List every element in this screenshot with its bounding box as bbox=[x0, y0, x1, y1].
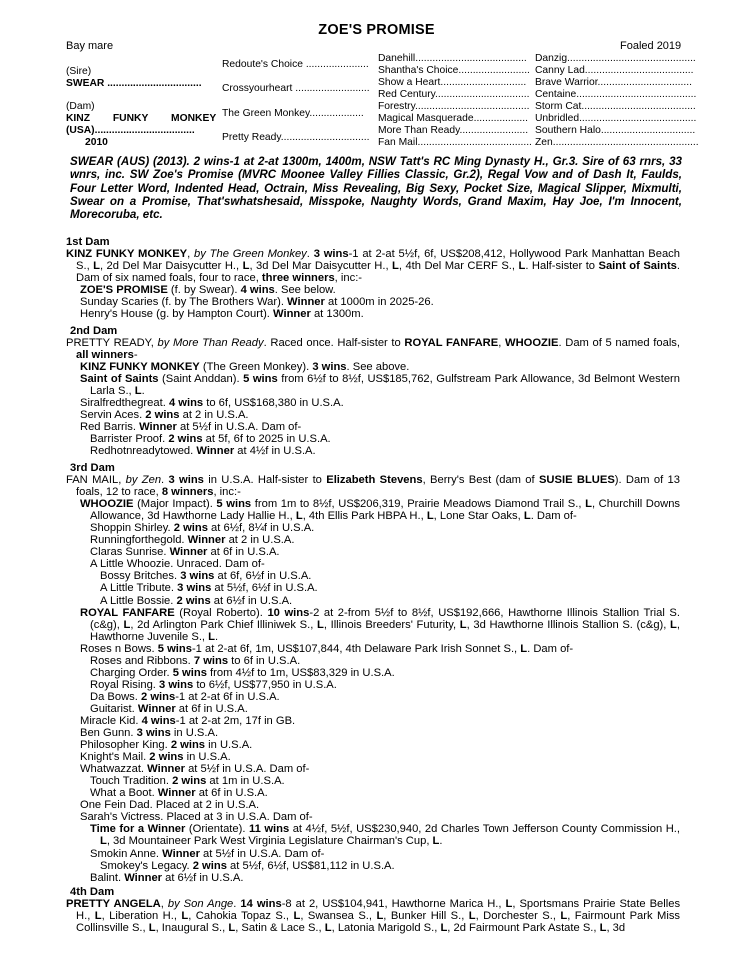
progeny-line: ROYAL FANFARE (Royal Roberto). 10 wins-2 at 2-from 5½f to 8½f, US$192,666, Hawthorne Illinois Stallion Trial S. (c&g), L, 2d Arlington Park Chief Illiniwek S., L, Illinois Breeders' Futurity, L, 3d Hawthorne Illinois Stallion S. (c&g), L, Hawthorne Juvenile S., L. bbox=[80, 606, 681, 643]
fourth-dam-text: PRETTY ANGELA, by Son Ange. 14 wins-8 at 2, US$104,941, Hawthorne Marica H., L, Sportsmans Prairie State Belles H., L, Liberation H., L, Cahokia Topaz S., L, Swansea S., L, Bunker Hill S., L, Dorchester S., L, Fairmount Park Miss Collinsville S., L, Inaugural S., L, Satin & Lace S., L, Latonia Marigold S., L, 2d Fairmount Park Astate S., L, 3d bbox=[66, 898, 681, 935]
foaled-label: Foaled 2019 bbox=[620, 40, 682, 52]
progeny-line: Redhotnreadytowed. Winner at 4½f in U.S.A. bbox=[90, 445, 316, 458]
progeny-line: Da Bows. 2 wins-1 at 2-at 6f in U.S.A. bbox=[90, 690, 280, 703]
pedigree-gen3-item: Danehill....................................... bbox=[378, 53, 527, 64]
first-dam-heading: 1st Dam bbox=[66, 236, 110, 248]
progeny-line: Smokey's Legacy. 2 wins at 5½f, 6½f, US$81,112 in U.S.A. bbox=[100, 859, 395, 872]
progeny-line: Runningforthegold. Winner at 2 in U.S.A. bbox=[90, 534, 295, 547]
progeny-line: A Little Bossie. 2 wins at 6½f in U.S.A. bbox=[100, 594, 293, 607]
progeny-line: Balint. Winner at 6½f in U.S.A. bbox=[90, 871, 244, 884]
sire-label: (Sire) bbox=[66, 66, 92, 77]
pedigree-gen3 bbox=[378, 53, 532, 149]
third-dam-text: FAN MAIL, by Zen. 3 wins in U.S.A. Half-sister to Elizabeth Stevens, Berry's Best (dam of SUSIE BLUES). Dam of 13 foals, 12 to race, 8 winners, inc:- bbox=[66, 474, 680, 499]
progeny-line: Red Barris. Winner at 5½f in U.S.A. Dam of- bbox=[80, 421, 302, 434]
progeny-line: KINZ FUNKY MONKEY (The Green Monkey). 3 wins. See above. bbox=[80, 361, 410, 374]
pedigree-gen3-item: Red Century................................. bbox=[378, 89, 530, 100]
pedigree-gen3-item: More Than Ready........................ bbox=[378, 125, 529, 136]
pedigree-gen4-item: Danzig............................................. bbox=[535, 53, 696, 64]
pedigree-gen4-item: Southern Halo................................. bbox=[535, 125, 696, 136]
dam-label: (Dam) bbox=[66, 101, 95, 112]
fourth-dam-section bbox=[66, 886, 680, 934]
third-dam-foals bbox=[66, 498, 680, 884]
progeny-line: Bossy Britches. 3 wins at 6f, 6½f in U.S.A. bbox=[100, 570, 312, 583]
progeny-line: Time for a Winner (Orientate). 11 wins at 4½f, 5½f, US$230,940, 2d Charles Town Jefferson County Commission H., L, 3d Mountaineer Park West Virginia Legislature Chairman's Cup, L. bbox=[90, 823, 680, 848]
first-dam-section bbox=[66, 236, 680, 320]
second-dam-text: PRETTY READY, by More Than Ready. Raced once. Half-sister to ROYAL FANFARE, WHOOZIE. Dam of 5 named foals, all winners- bbox=[66, 337, 681, 362]
progeny-line: Shoppin Shirley. 2 wins at 6½f, 8¼f in U.S.A. bbox=[90, 522, 315, 535]
pedigree-gen2-4: Pretty Ready............................... bbox=[222, 132, 370, 143]
page-title: ZOE'S PROMISE bbox=[318, 22, 435, 38]
sire-name: SWEAR ................................. bbox=[66, 78, 202, 89]
progeny-line: Servin Aces. 2 wins at 2 in U.S.A. bbox=[80, 409, 249, 422]
dam-country: (USA)................................... bbox=[66, 125, 195, 136]
pedigree-gen3-item: Fan Mail........................................ bbox=[378, 137, 532, 148]
progeny-line: Touch Tradition. 2 wins at 1m in U.S.A. bbox=[90, 775, 285, 788]
pedigree-gen3-item: Shantha's Choice......................... bbox=[378, 65, 530, 76]
progeny-line: Henry's House (g. by Hampton Court). Winner at 1300m. bbox=[80, 308, 364, 321]
progeny-line: Sarah's Victress. Placed at 3 in U.S.A. Dam of- bbox=[80, 811, 313, 824]
pedigree-gen4-item: Centaine.......................................... bbox=[535, 89, 697, 100]
progeny-line: ZOE'S PROMISE (f. by Swear). 4 wins. See below. bbox=[80, 284, 336, 297]
progeny-line: Siralfredthegreat. 4 wins to 6f, US$168,380 in U.S.A. bbox=[80, 397, 344, 410]
pedigree-gen4-item: Storm Cat........................................ bbox=[535, 101, 696, 112]
second-dam-section bbox=[66, 325, 680, 458]
progeny-line: Charging Order. 5 wins from 4½f to 1m, US$83,329 in U.S.A. bbox=[90, 666, 395, 679]
progeny-line: A Little Whoozie. Unraced. Dam of- bbox=[90, 558, 265, 571]
progeny-line: Barrister Proof. 2 wins at 5f, 6f to 2025 in U.S.A. bbox=[90, 433, 331, 446]
pedigree-gen4-item: Canny Lad...................................... bbox=[535, 65, 694, 76]
progeny-line: Roses and Ribbons. 7 wins to 6f in U.S.A. bbox=[90, 654, 301, 667]
pedigree-gen3-item: Show a Heart.............................. bbox=[378, 77, 527, 88]
first-dam-text: KINZ FUNKY MONKEY, by The Green Monkey. 3 wins-1 at 2-at 5½f, 6f, US$208,412, Hollywood Park Manhattan Beach S., L, 2d Del Mar Daisycutter H., L, 3d Del Mar Daisycutter H., L, 4th Del Mar CERF S., L. Half-sister to Saint of Saints. Dam of six named foals, four to race, three winners, inc:- bbox=[66, 248, 681, 285]
progeny-line: Whatwazzat. Winner at 5½f in U.S.A. Dam of- bbox=[80, 763, 310, 776]
second-dam-heading: 2nd Dam bbox=[70, 325, 118, 337]
sire-summary: SWEAR (AUS) (2013). 2 wins-1 at 2-at 1300m, 1400m, NSW Tatt's RC Ming Dynasty H., Gr.3. Sire of 63 rnrs, 33 wnrs, inc. SW Zoe's Promise (MVRC Moonee Valley Fillies Classic, Gr.2), Regal Vow and of Dash It, Faulds, Four Letter Word, Indented Head, Octrain, Miss Revealing, Big Sexy, Pocket Size, Magical Slipper, Mixmulti, Swear on a Promise, That'swhatshesaid, Misspoke, Naughty Words, Grand Maxim, Hay Joe, I'm Innocent, Morecoruba, etc. bbox=[70, 155, 682, 222]
second-dam-foals bbox=[66, 361, 680, 457]
third-dam-section bbox=[66, 462, 680, 884]
progeny-line: What a Boot. Winner at 6f in U.S.A. bbox=[90, 787, 268, 800]
progeny-line: Ben Gunn. 3 wins in U.S.A. bbox=[80, 727, 219, 740]
progeny-line: WHOOZIE (Major Impact). 5 wins from 1m to 8½f, US$206,319, Prairie Meadows Diamond Trail S., L, Churchill Downs Allowance, 3d Hawthorne Lady Hallie H., L, 4th Ellis Park HBPA H., L, Lone Star Oaks, L. Dam of- bbox=[80, 498, 681, 523]
pedigree-gen4 bbox=[535, 53, 699, 149]
progeny-line: Claras Sunrise. Winner at 6f in U.S.A. bbox=[90, 546, 280, 559]
pedigree-gen3-item: Forestry........................................ bbox=[378, 101, 530, 112]
progeny-line: Philosopher King. 2 wins in U.S.A. bbox=[80, 739, 253, 752]
progeny-line: Saint of Saints (Saint Anddan). 5 wins from 6½f to 8½f, US$185,762, Gulfstream Park Allowance, 3d Belmont Western Larla S., L. bbox=[80, 373, 680, 398]
progeny-line: Royal Rising. 3 wins to 6½f, US$77,950 in U.S.A. bbox=[90, 678, 337, 691]
progeny-line: Miracle Kid. 4 wins-1 at 2-at 2m, 17f in GB. bbox=[80, 714, 296, 727]
pedigree-gen3-item: Magical Masquerade................... bbox=[378, 113, 528, 124]
pedigree-gen2-2: Crossyourheart .......................... bbox=[222, 83, 370, 94]
dam-name bbox=[66, 113, 217, 124]
progeny-line: Smokin Anne. Winner at 5½f in U.S.A. Dam of- bbox=[90, 847, 325, 860]
sex-label: Bay mare bbox=[66, 40, 114, 52]
third-dam-heading: 3rd Dam bbox=[70, 462, 115, 474]
progeny-line: A Little Tribute. 3 wins at 5½f, 6½f in U.S.A. bbox=[100, 582, 318, 595]
pedigree-gen2-1: Redoute's Choice ...................... bbox=[222, 59, 369, 70]
progeny-line: Knight's Mail. 2 wins in U.S.A. bbox=[80, 751, 231, 764]
pedigree-gen4-item: Brave Warrior................................. bbox=[535, 77, 692, 88]
progeny-line: One Fein Dad. Placed at 2 in U.S.A. bbox=[80, 799, 260, 812]
dam-name-part: KINZ FUNKY MONKEY bbox=[66, 113, 217, 124]
fourth-dam-heading: 4th Dam bbox=[70, 886, 115, 898]
pedigree-gen2-3: The Green Monkey................... bbox=[222, 108, 364, 119]
progeny-line: Guitarist. Winner at 6f in U.S.A. bbox=[90, 702, 248, 715]
progeny-line: Sunday Scaries (f. by The Brothers War). Winner at 1000m in 2025-26. bbox=[80, 296, 434, 309]
first-dam-foals bbox=[66, 284, 680, 320]
pedigree-gen4-item: Unbridled......................................... bbox=[535, 113, 697, 124]
progeny-line: Roses n Bows. 5 wins-1 at 2-at 6f, 1m, US$107,844, 4th Delaware Park Irish Sonnet S., L. Dam of- bbox=[80, 642, 574, 655]
dam-year: 2010 bbox=[85, 137, 108, 148]
pedigree-gen4-item: Zen................................................... bbox=[535, 137, 699, 148]
